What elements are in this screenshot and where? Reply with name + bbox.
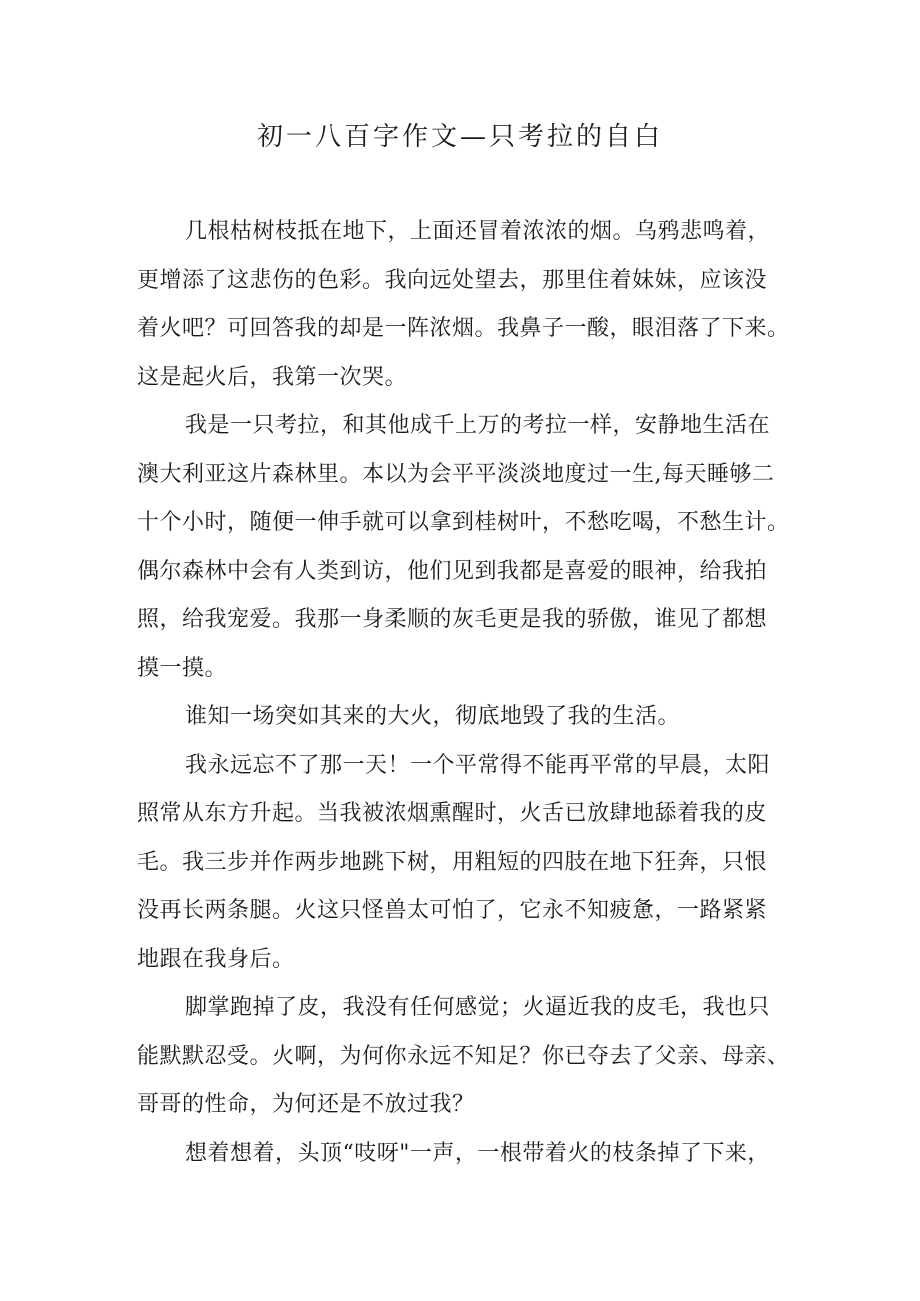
paragraph-2-line-4: 偶尔森林中会有人类到访，他们见到我都是喜爱的眼神，给我拍 [137, 558, 768, 584]
paragraph-2-line-6: 摸一摸。 [137, 655, 228, 681]
paragraph-5-line-3: 哥哥的性命，为何还是不放过我？ [137, 1092, 475, 1117]
document-title: 初一八百字作文—只考拉的自白 [256, 122, 663, 152]
paragraph-3-line-1: 谁知一场突如其来的大火，彻底地毁了我的生活。 [185, 704, 681, 729]
paragraph-1-line-4: 这是起火后，我第一次哭。 [137, 364, 408, 390]
paragraph-1-line-3: 着火吧？可回答我的却是一阵浓烟。我鼻子一酸，眼泪落了下来。 [137, 316, 790, 341]
paragraph-1-line-1: 几根枯树枝抵在地下，上面还冒着浓浓的烟。乌鸦悲鸣着， [185, 219, 771, 244]
paragraph-2-line-3: 十个小时，随便一伸手就可以拿到桂树叶，不愁吃喝，不愁生计。 [137, 510, 790, 535]
document-body [137, 208, 797, 1178]
paragraph-1-line-2: 更增添了这悲伤的色彩。我向远处望去，那里住着妹妹，应该没 [137, 267, 768, 293]
paragraph-2-line-5: 照，给我宠爱。我那一身柔顺的灰毛更是我的骄傲，谁见了都想 [137, 607, 768, 632]
paragraph-4-line-3: 毛。我三步并作两步地跳下树，用粗短的四肢在地下狂奔，只恨 [137, 849, 768, 875]
paragraph-4-line-2: 照常从东方升起。当我被浓烟熏醒时，火舌已放肆地舔着我的皮 [137, 801, 768, 826]
paragraph-5-line-2: 能默默忍受。火啊，为何你永远不知足？你已夺去了父亲、母亲、 [137, 1043, 790, 1069]
paragraph-2-line-1: 我是一只考拉，和其他成千上万的考拉一样，安静地生活在 [185, 413, 771, 438]
paragraph-4-line-1: 我永远忘不了那一天！一个平常得不能再平常的早晨，太阳 [185, 752, 771, 778]
paragraph-5-line-1: 脚掌跑掉了皮，我没有任何感觉；火逼近我的皮毛，我也只 [185, 995, 771, 1020]
paragraph-4-line-4: 没再长两条腿。火这只怪兽太可怕了，它永不知疲惫，一路紧紧 [137, 898, 768, 923]
paragraph-4-line-5: 地跟在我身后。 [137, 946, 295, 972]
paragraph-6-line-1: 想着想着，头顶“吱呀"一声，一根带着火的枝条掉了下来， [185, 1140, 770, 1166]
paragraph-2-line-2: 澳大利亚这片森林里。本以为会平平淡淡地度过一生,每天睡够二 [137, 461, 775, 487]
